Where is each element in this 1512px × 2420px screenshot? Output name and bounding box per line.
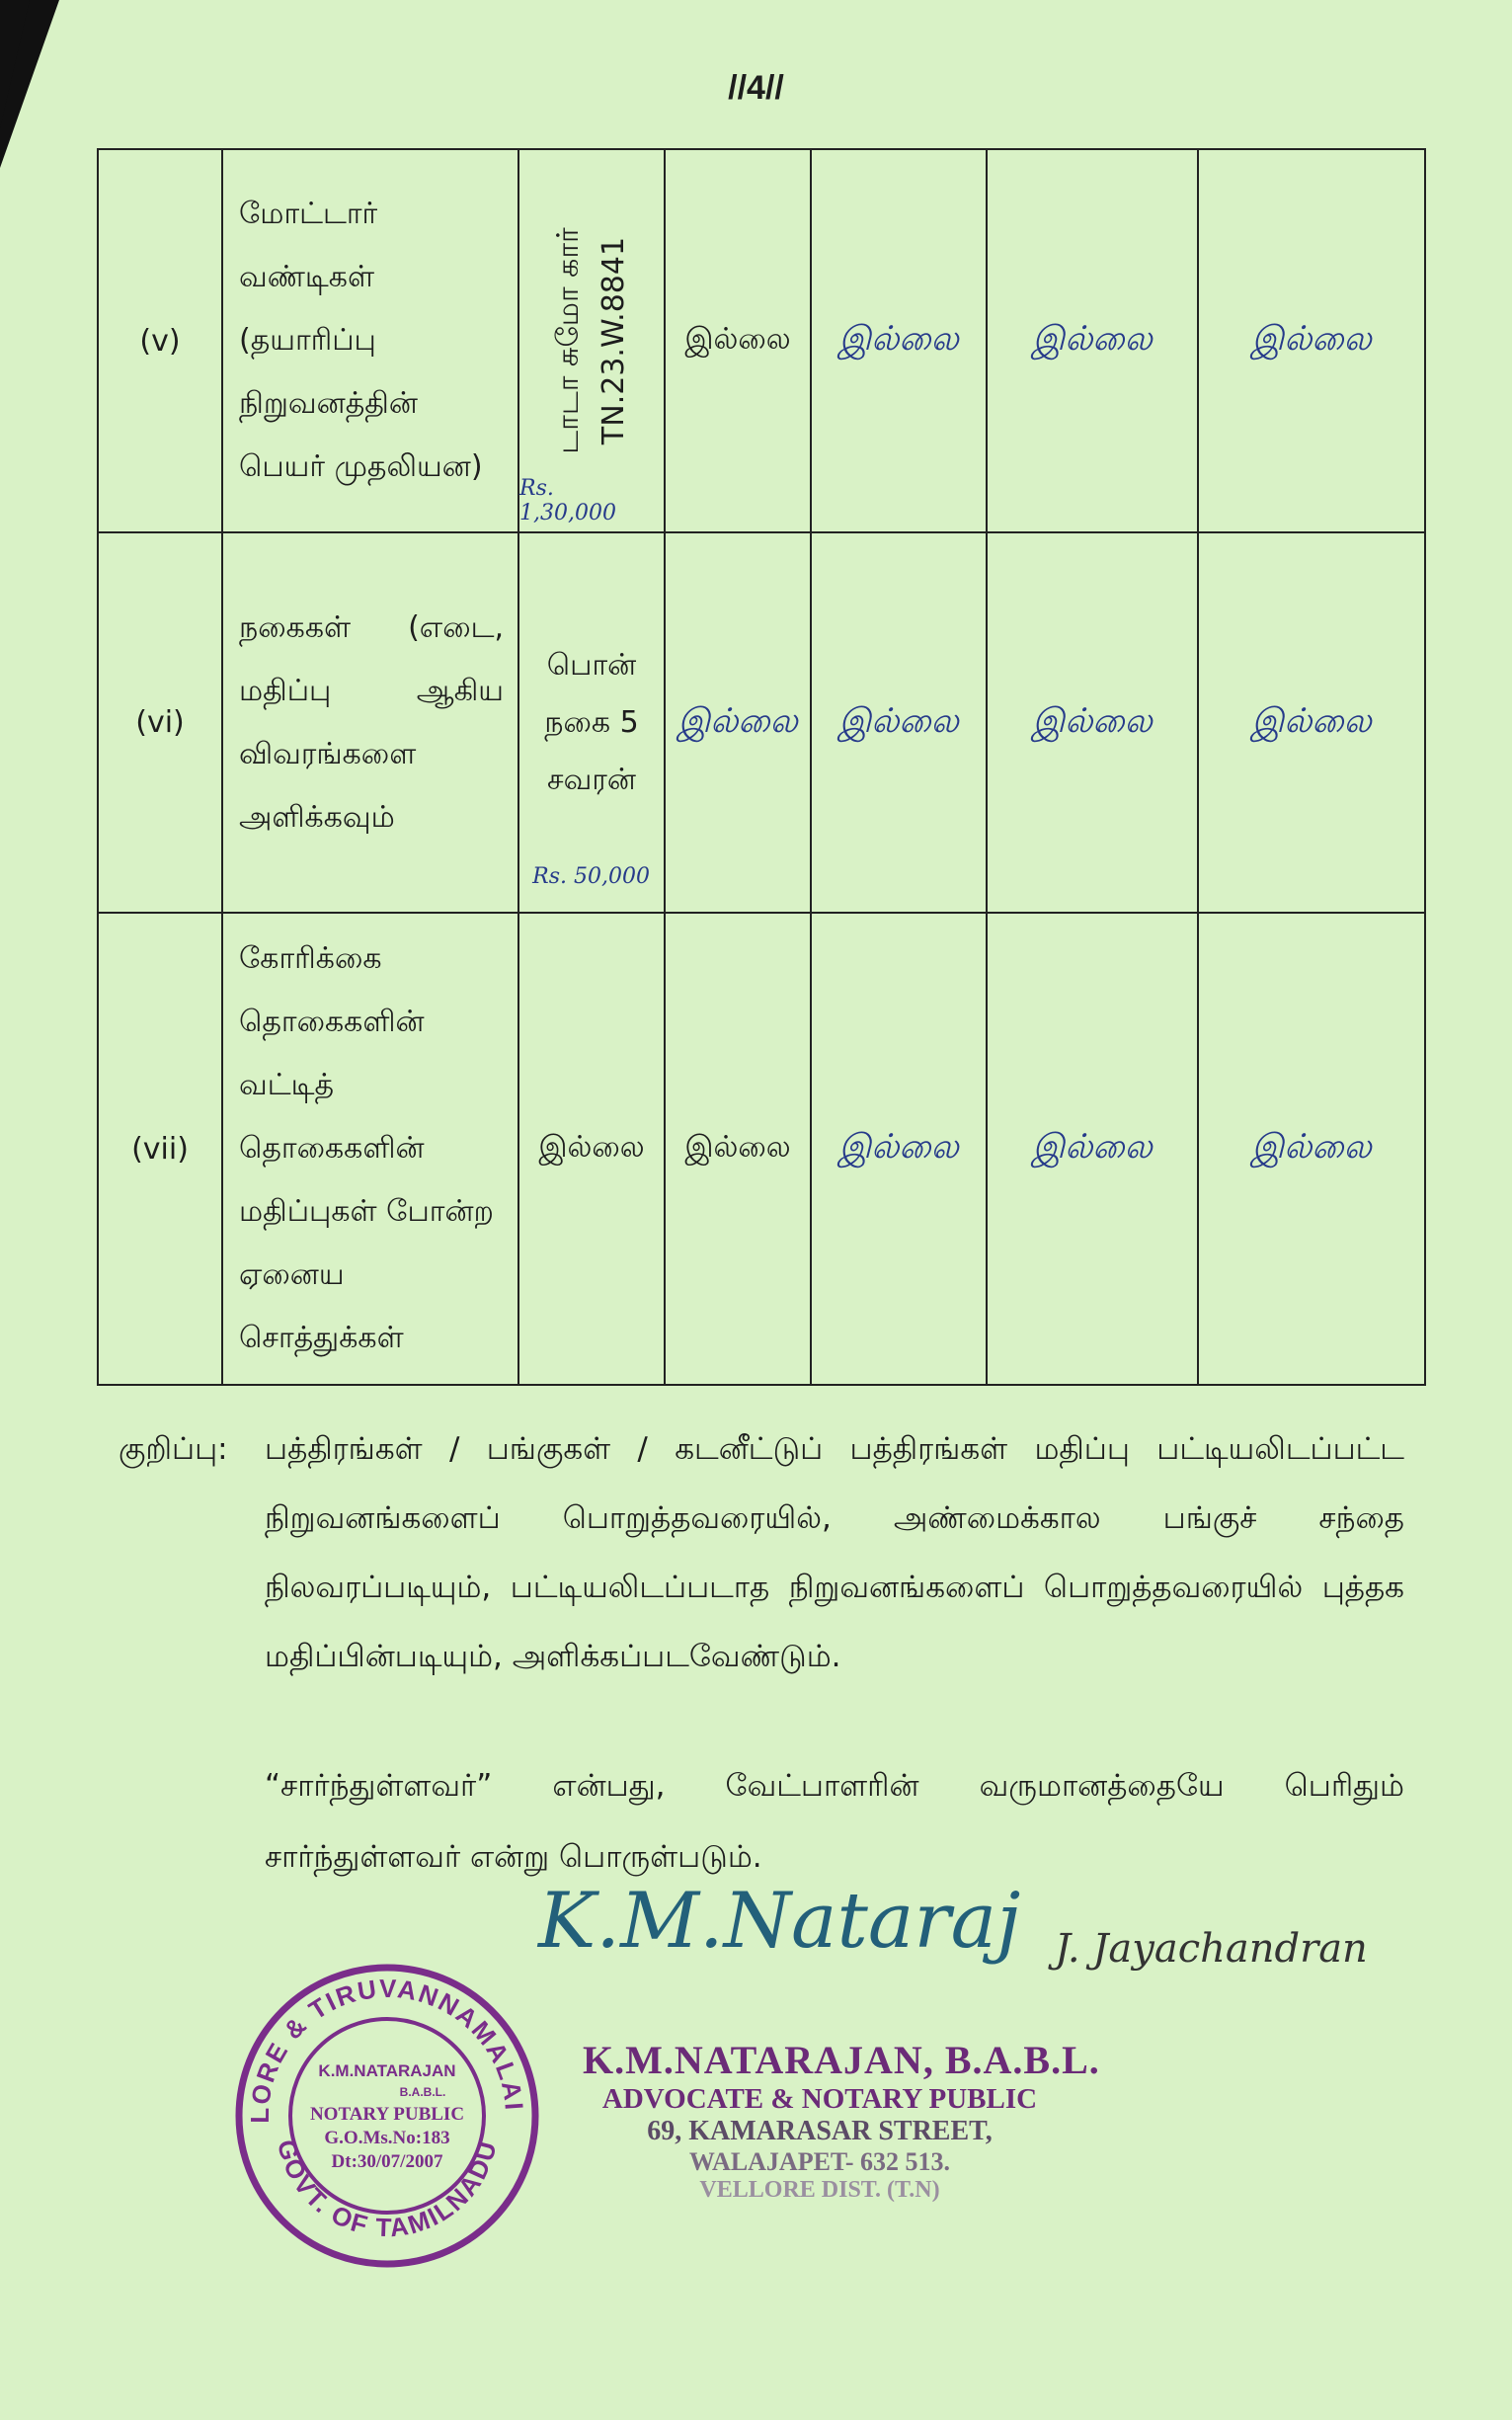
seal-ring-text-bottom: GOVT. OF TAMILNADU bbox=[271, 2137, 503, 2243]
seal-graphic bbox=[229, 1958, 545, 2274]
scan-corner-shadow-edge bbox=[0, 0, 30, 128]
handwritten-cell bbox=[1198, 149, 1425, 532]
note-label: குறிப்பு: bbox=[119, 1431, 228, 1467]
vehicle-name: டாடா சுமோ கார் bbox=[551, 227, 586, 454]
table-row bbox=[98, 913, 1425, 1385]
stamp-line: VELLORE DIST. (T.N) bbox=[699, 2177, 940, 2203]
handwritten-cell bbox=[811, 913, 987, 1385]
definition-paragraph: “சார்ந்துள்ளவர்” என்பது, வேட்பாளரின் வருமானத்தையே பெரிதும் சார்ந்துள்ளவர் என்று பொருள்படும். bbox=[265, 1768, 1404, 1875]
notary-signature: K.M.Nataraj bbox=[538, 1877, 1021, 1966]
handwritten-nil: இல்லை bbox=[838, 319, 959, 359]
value-line: பொன் bbox=[546, 647, 637, 683]
stamp-line: K.M.NATARAJAN, B.A.B.L. bbox=[583, 2038, 1100, 2082]
seal-qualification: B.A.B.L. bbox=[399, 2085, 446, 2099]
row-description: நகைகள் (எடை, மதிப்பு ஆகிய விவரங்களை அளிக்கவும் bbox=[222, 532, 518, 913]
table-row bbox=[98, 532, 1425, 913]
vehicle-details bbox=[546, 227, 637, 453]
stamp-line: 69, KAMARASAR STREET, bbox=[647, 2116, 993, 2146]
asset-table bbox=[97, 148, 1426, 1386]
handwritten-cell bbox=[987, 913, 1198, 1385]
handwritten-cell bbox=[1198, 913, 1425, 1385]
seal-go-number: G.O.Ms.No:183 bbox=[324, 2128, 450, 2148]
handwritten-cell bbox=[1198, 532, 1425, 913]
cell-col4: இல்லை bbox=[665, 913, 811, 1385]
stamp-line: WALAJAPET- 632 513. bbox=[688, 2147, 951, 2176]
handwritten-nil: இல்லை bbox=[1251, 1127, 1372, 1167]
row-number: (vii) bbox=[98, 913, 222, 1385]
handwritten-cell bbox=[987, 532, 1198, 913]
handwritten-amount: Rs. 1,30,000 bbox=[519, 476, 616, 525]
value-cell: இல்லை bbox=[518, 913, 665, 1385]
stamp-line: ADVOCATE & NOTARY PUBLIC bbox=[601, 2083, 1038, 2115]
handwritten-nil: இல்லை bbox=[838, 1127, 959, 1167]
handwritten-nil: இல்லை bbox=[677, 700, 798, 741]
value-line: சவரன் bbox=[547, 762, 636, 797]
handwritten-nil: இல்லை bbox=[1032, 1127, 1153, 1167]
seal-ring-text: LORE & TIRUVANNAMALAI bbox=[244, 1973, 529, 2124]
row-number: (v) bbox=[98, 149, 222, 532]
notary-seal bbox=[229, 1958, 545, 2278]
handwritten-cell bbox=[811, 532, 987, 913]
value-line: நகை 5 bbox=[544, 704, 639, 740]
handwritten-nil: இல்லை bbox=[838, 700, 959, 741]
handwritten-nil: இல்லை bbox=[1251, 319, 1372, 359]
table-row bbox=[98, 149, 1425, 532]
handwritten-cell bbox=[987, 149, 1198, 532]
row-number: (vi) bbox=[98, 532, 222, 913]
vehicle-registration: TN.23.W.8841 bbox=[597, 236, 631, 445]
seal-name: K.M.NATARAJAN bbox=[318, 2061, 456, 2080]
handwritten-nil: இல்லை bbox=[1032, 319, 1153, 359]
handwritten-nil: இல்லை bbox=[1032, 700, 1153, 741]
seal-title: NOTARY PUBLIC bbox=[309, 2104, 465, 2125]
value-cell bbox=[518, 532, 665, 913]
cell-col4: இல்லை bbox=[665, 149, 811, 532]
value-cell bbox=[518, 149, 665, 532]
handwritten-nil: இல்லை bbox=[1251, 700, 1372, 741]
handwritten-amount: Rs. 50,000 bbox=[532, 864, 650, 889]
seal-date: Dt:30/07/2007 bbox=[331, 2151, 443, 2172]
handwritten-cell bbox=[811, 149, 987, 532]
handwritten-cell bbox=[665, 532, 811, 913]
note-block bbox=[119, 1414, 1404, 1691]
row-description: கோரிக்கை தொகைகளின் வட்டித் தொகைகளின் மதிப்புகள் போன்ற ஏனைய சொத்துக்கள் bbox=[222, 913, 518, 1385]
row-description: மோட்டார் வண்டிகள் (தயாரிப்பு நிறுவனத்தின் பெயர் முதலியன) bbox=[222, 149, 518, 532]
note-text: பத்திரங்கள் / பங்குகள் / கடனீட்டுப் பத்திரங்கள் மதிப்பு பட்டியலிடப்பட்ட நிறுவனங்களைப் பொறுத்தவரையில், அண்மைக்கால பங்குச் சந்தை நிலவரப்படியும், பட்டியலிடப்படாத நிறுவனங்களைப் பொறுத்தவரையில் புத்தக மதிப்பின்படியும், அளிக்கப்படவேண்டும். bbox=[265, 1431, 1404, 1674]
advocate-stamp bbox=[583, 2037, 1100, 2204]
candidate-signature: J. Jayachandran bbox=[1055, 1926, 1368, 1972]
page-number: //4// bbox=[728, 69, 784, 107]
